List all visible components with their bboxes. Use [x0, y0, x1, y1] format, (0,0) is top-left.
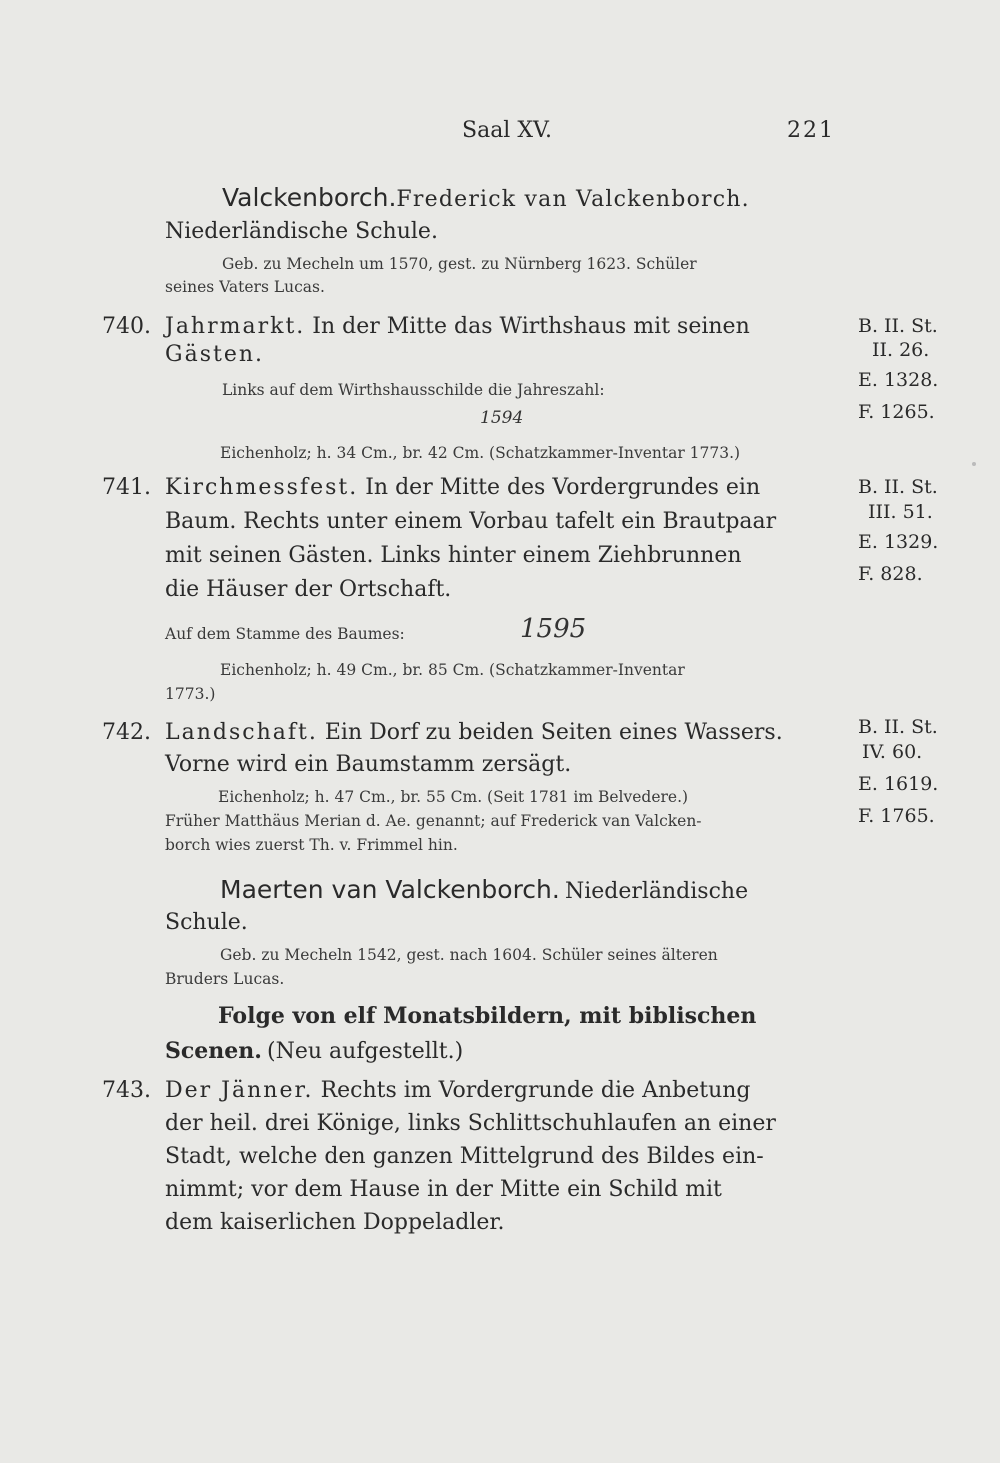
entry-ref: F. 1765. — [858, 805, 935, 827]
entry-ref: E. 1329. — [858, 531, 939, 553]
entry-text-line: die Häuser der Ortschaft. — [165, 577, 452, 602]
artist-bio-line: Geb. zu Mecheln um 1570, gest. zu Nürnberg 1623. Schüler — [222, 255, 697, 273]
entry-note: Auf dem Stamme des Baumes: — [165, 625, 405, 643]
entry-description: Rechts im Vordergrunde die Anbetung — [320, 1078, 751, 1103]
artist-fullname: Frederick van Valckenborch. — [396, 187, 750, 212]
series-title-bold: Scenen. — [165, 1038, 262, 1064]
entry-ref: B. II. St. — [858, 315, 938, 337]
entry-number: 743. — [102, 1078, 151, 1103]
entry-title: Der Jänner. — [165, 1078, 314, 1103]
artist-surname: Valckenborch. — [222, 183, 397, 212]
entry-description: In der Mitte das Wirthshaus mit seinen — [312, 314, 750, 339]
entry-text-line — [165, 1078, 751, 1104]
artist-heading — [220, 875, 748, 905]
series-title — [165, 1038, 463, 1065]
entry-description: In der Mitte des Vordergrundes ein — [365, 475, 761, 500]
entry-number: 740. — [102, 314, 151, 339]
page-number: 221 — [787, 118, 835, 143]
entry-text-line — [165, 720, 783, 746]
entry-text-line: Stadt, welche den ganzen Mittelgrund des Bildes ein- — [165, 1144, 764, 1169]
artist-bio-line: Geb. zu Mecheln 1542, gest. nach 1604. Schüler seines älteren — [220, 946, 718, 964]
artist-bio-line: Bruders Lucas. — [165, 970, 285, 988]
signature-date: 1595 — [520, 614, 587, 644]
entry-ref: F. 1265. — [858, 401, 935, 423]
entry-ref: F. 828. — [858, 563, 923, 585]
series-note: (Neu aufgestellt.) — [267, 1039, 464, 1064]
entry-ref: III. 51. — [868, 501, 933, 523]
signature-date: 1594 — [480, 408, 524, 428]
artist-school: Schule. — [165, 910, 248, 935]
entry-title: Landschaft. — [165, 720, 318, 745]
entry-material: Eichenholz; h. 34 Cm., br. 42 Cm. (Schatzkammer-Inventar 1773.) — [220, 444, 741, 462]
artist-heading — [222, 183, 750, 213]
entry-ref: E. 1619. — [858, 773, 939, 795]
artist-bio-line: seines Vaters Lucas. — [165, 278, 325, 296]
entry-text-line: mit seinen Gästen. Links hinter einem Ziehbrunnen — [165, 543, 742, 568]
entry-text-line — [165, 314, 750, 340]
entry-material: Früher Matthäus Merian d. Ae. genannt; auf Frederick van Valcken- — [165, 812, 702, 830]
artist-name: Maerten van Valckenborch. — [220, 875, 560, 904]
series-title: Folge von elf Monatsbildern, mit biblischen — [218, 1003, 757, 1029]
entry-ref: B. II. St. — [858, 476, 938, 498]
entry-material: borch wies zuerst Th. v. Frimmel hin. — [165, 836, 458, 854]
entry-note: Links auf dem Wirthshausschilde die Jahreszahl: — [222, 381, 605, 399]
artist-school: Niederländische — [564, 879, 749, 904]
entry-description: Ein Dorf zu beiden Seiten eines Wassers. — [324, 720, 783, 745]
entry-title: Kirchmessfest. — [165, 475, 359, 500]
entry-ref: II. 26. — [872, 339, 930, 361]
entry-ref: IV. 60. — [862, 741, 923, 763]
entry-text-line: nimmt; vor dem Hause in der Mitte ein Schild mit — [165, 1177, 722, 1202]
artist-school: Niederländische Schule. — [165, 219, 438, 244]
entry-text-line: dem kaiserlichen Doppeladler. — [165, 1210, 505, 1235]
entry-text-line: Gästen. — [165, 342, 265, 367]
entry-text-line — [165, 475, 760, 501]
entry-ref: E. 1328. — [858, 369, 939, 391]
entry-material: Eichenholz; h. 47 Cm., br. 55 Cm. (Seit 1781 im Belvedere.) — [218, 788, 689, 806]
entry-material: 1773.) — [165, 685, 216, 703]
paper-speck — [972, 462, 976, 466]
entry-number: 741. — [102, 475, 151, 500]
entry-text-line: Vorne wird ein Baumstamm zersägt. — [165, 752, 572, 777]
page-header-title: Saal XV. — [462, 118, 553, 143]
entry-ref: B. II. St. — [858, 716, 938, 738]
entry-material: Eichenholz; h. 49 Cm., br. 85 Cm. (Schatzkammer-Inventar — [220, 661, 685, 679]
entry-text-line: der heil. drei Könige, links Schlittschuhlaufen an einer — [165, 1111, 776, 1136]
entry-text-line: Baum. Rechts unter einem Vorbau tafelt ein Brautpaar — [165, 509, 777, 534]
entry-title: Jahrmarkt. — [165, 314, 306, 339]
entry-number: 742. — [102, 720, 151, 745]
